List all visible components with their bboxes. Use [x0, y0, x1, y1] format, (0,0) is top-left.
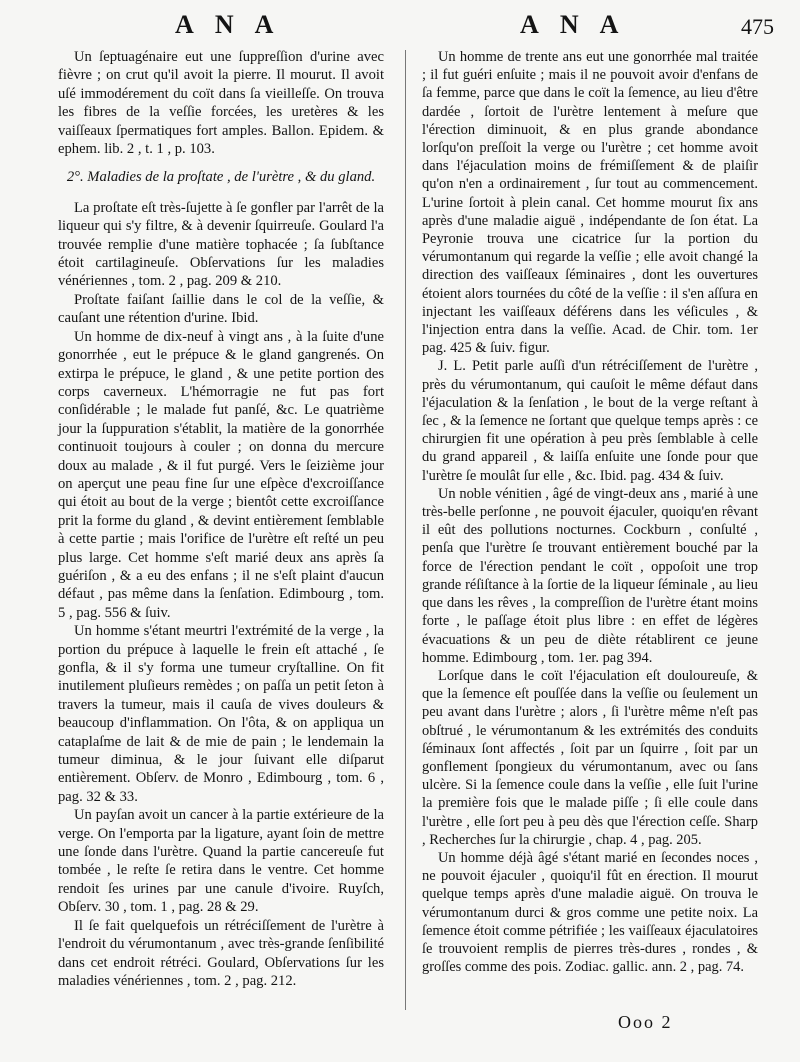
left-column	[58, 48, 384, 990]
running-head-left: A N A	[175, 10, 282, 39]
page-number: 475	[741, 14, 774, 39]
paragraph: Il ſe fait quelquefois un rétréciſſement de l'urètre à l'endroit du vérumontanum , avec très-grande ſenſibilité dans cet endroit rétréci. Goulard, Obſervations ſur les maladies vénériennes , tom. 2 , pag. 212.	[58, 917, 384, 989]
paragraph: Un noble vénitien , âgé de vingt-deux ans , marié à une très-belle perſonne , ne pouvoit éjaculer, quoiqu'en rêvant il eût des pollutions nocturnes. Cockburn , conſulté , penſa que l'urètre ſe trouvant entièrement bouché par la force de l'érection pendant le coït , oppoſoit une trop grande réſiſtance à la ſortie de la liqueur ſéminale , au lieu que dans les rêves , la compreſſion de l'urètre étant moins forte , le paſſage étoit plus libre : en effet de légères évacuations & un peu de diète rétablirent ce jeune homme. Edimbourg , tom. 1er. pag 394.	[422, 485, 758, 666]
paragraph: Un ſeptuagénaire eut une ſuppreſſion d'urine avec fièvre ; on crut qu'il avoit la pierre. Il mourut. Il avoit uſé immodérement du coït dans ſa vieilleſſe. On trouva les fibres de la veſſie forcées, les uretères & les vaiſſeaux ſpermatiques fort amples. Ballon. Epidem. & ephem. lib. 2 , t. 1 , p. 103.	[58, 49, 384, 158]
column-divider	[405, 50, 406, 1010]
paragraph: Un homme s'étant meurtri l'extrémité de la verge , la portion du prépuce à laquelle le frein eſt attaché , ſe gonfla, & il s'y forma une tumeur cryſtalline. On fit inutilement pluſieurs remèdes ; on paſſa un petit ſeton à travers la tumeur, mais il cauſa de vives douleurs & beaucoup d'inflammation. On l'ôta, & on appliqua un cataplaſme de lait & de mie de pain ; le lendemain la tumeur diminua, & le jour ſuivant elle diſparut entièrement. Obſerv. de Monro , Edimbourg , tom. 6 , pag. 32 & 33.	[58, 623, 384, 805]
paragraph: Un payſan avoit un cancer à la partie extérieure de la verge. On l'emporta par la ligature, ayant ſoin de mettre une ſonde dans l'urètre. Quand la partie cancereuſe fut tombée , le reſte ſe retira dans le ventre. Cet homme rendoit ſes urines par une canule d'ivoire. Ruyſch, Obſerv. 30 , tom. 1 , pag. 28 & 29.	[58, 807, 384, 916]
paragraph: Un homme déjà âgé s'étant marié en ſecondes noces , ne pouvoit éjaculer , quoiqu'il fût en érection. Il mourut quelque temps après d'une maladie aiguë. On trouva le vérumontanum durci & gros comme une petite noix. La ſemence étoit comme pétrifiée ; les vaiſſeaux éjaculatoires ſe trouvoient remplis de pierres très-dures , rondes , & groſſes comme des pois. Zodiac. gallic. ann. 2 , pag. 74.	[422, 849, 758, 976]
paragraph: Lorſque dans le coït l'éjaculation eſt douloureuſe, & que la ſemence eſt pouſſée dans la veſſie ou ſeulement un peu avant dans l'urètre ; alors , ſi l'urètre même n'eſt pas obſtrué , le vérumontanum & les extrémités des conduits ſéminaux ſont affectés , ſoit par un ſquirre , ſoit par un gonflement ſpongieux du vérumontanum, avec ou ſans ulcère. Si la ſemence coule dans la veſſie , elle ſuit l'urine la première fois que le malade piſſe ; ſi elle coule dans l'urètre , elle ſort peu à peu dès que l'érection ceſſe. Sharp , Recherches ſur la chirurgie , chap. 4 , pag. 205.	[422, 667, 758, 848]
paragraph: Proſtate faiſant ſaillie dans le col de la veſſie, & cauſant une rétention d'urine. Ibid.	[58, 291, 384, 327]
paragraph: Un homme de trente ans eut une gonorrhée mal traitée ; il fut guéri enſuite ; mais il ne pouvoit avoir d'enfans de ſa femme, parce que dans le coït la ſemence, au lieu d'être dardée , ſortoit de l'urètre lentement à meſure que l'érection diminuoit, & en plus grande abondance lorſqu'on preſſoit la verge ou l'urètre ; cet homme avoit dans l'éjaculation moins de frémiſſement & de plaiſir qu'on n'en a ordinairement , ſur tout au commencement. L'urine ſortoit à plein canal. Cet homme mourut ſix ans après d'une maladie aiguë , indépendante de ſon état. La Peyronie trouva une cicatrice ſur la portion du vérumontanum qui regarde la veſſie ; elle avoit changé la direction des vaiſſeaux ſéminaires , dont les ouvertures étoient alors tournées du côté de la veſſie : il s'en aſſura en injectant les vaiſſeaux déférens dans les véſicules , & l'injection entra dans la veſſie. Acad. de Chir. tom. 1er pag. 425 & ſuiv. figur.	[422, 49, 758, 357]
right-column	[422, 48, 758, 976]
running-head-right: A N A	[520, 10, 627, 39]
paragraph: Un homme de dix-neuf à vingt ans , à la ſuite d'une gonorrhée , eut le prépuce & le gland gangrenés. On extirpa le prépuce, le gland , & une petite portion des corps caverneux. L'hémorragie ne fut pas fort conſidérable ; le malade fut panſé, &c. Le quatrième jour la ſuppuration s'établit, la matière de la gonorrhée continuoit toujours à couler ; on donna du mercure doux au malade , & il fut purgé. Vers le ſeizième jour on aperçut une peau fine ſur une eſpèce d'excroiſſance qui étoit au bout de la verge ; bientôt cette excroiſſance prit la forme du gland , & devint entièrement ſemblable à cette partie ; mais l'orifice de l'urètre eſt reſté un peu plus large. Cet homme s'eſt marié deux ans après ſa guériſon , & a eu des enfans ; il ne s'eſt plaint d'aucun défaut , pas même dans la ſenſation. Edimbourg , tom. 5 , pag. 556 & ſuiv.	[58, 328, 384, 621]
section-subheading: 2°. Maladies de la proſtate , de l'urètre , & du gland.	[66, 169, 376, 186]
paragraph: J. L. Petit parle auſſi d'un rétréciſſement de l'urètre , près du vérumontanum, qui cauſoit le même défaut dans l'éjaculation & la ſenſation , le bout de la verge reſtant à ſec , & la ſemence ne ſortant que quelque temps après : ce chirurgien fit une opération à peu près ſemblable à celle du grand appareil , & laiſſa enſuite une ſonde pour que l'urètre ſe moulât ſur elle , &c. Ibid. pag. 434 & ſuiv.	[422, 358, 758, 484]
signature-mark: Ooo 2	[618, 1012, 673, 1032]
paragraph: La proſtate eſt très-ſujette à ſe gonfler par l'arrêt de la liqueur qui s'y filtre, & à devenir ſquirreuſe. Goulard l'a trouvée remplie d'une matière tophacée ; ſa ſubſtance étoit cartilagineuſe. Obſervations ſur les maladies vénériennes , tom. 2 , pag. 209 & 210.	[58, 199, 384, 290]
